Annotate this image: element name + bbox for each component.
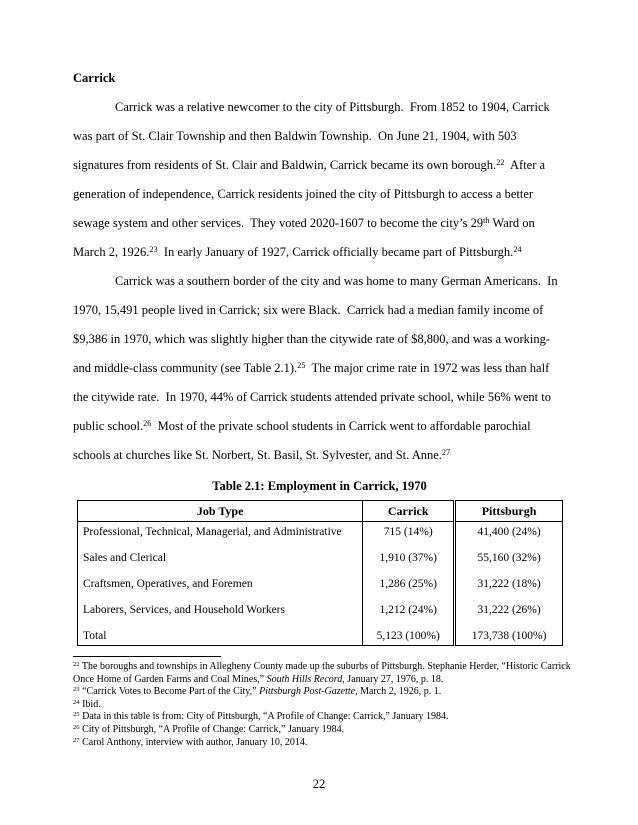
text-segment: , March 2, 1926, p. 1. bbox=[355, 686, 442, 698]
text-segment: Most of the private school students in Carrick went to affordable parochial schools at churches like St. Norbert, St. Basil, St. Sylvester, and St. Anne. bbox=[73, 419, 534, 462]
superscript-marker: 27 bbox=[441, 448, 451, 458]
page-number: 22 bbox=[312, 777, 326, 791]
superscript-marker: 23 bbox=[149, 245, 158, 255]
superscript-marker: th bbox=[483, 216, 490, 226]
text-segment: , January 27, 1976, p. 18. bbox=[342, 673, 444, 685]
table-row bbox=[78, 626, 563, 646]
table-cell: Sales and Clerical bbox=[78, 548, 363, 574]
superscript-marker: 26 bbox=[73, 724, 80, 731]
footnote-25 bbox=[73, 711, 571, 724]
table-cell: 173,738 (100%) bbox=[471, 629, 547, 642]
column-header-job-type: Job Type bbox=[78, 501, 363, 522]
table-cell: Craftsmen, Operatives, and Foremen bbox=[78, 574, 363, 600]
employment-table bbox=[77, 500, 563, 646]
text-segment: In early January of 1927, Carrick officially became part of Pittsburgh. bbox=[157, 245, 514, 259]
text-segment: “Carrick Votes to Become Part of the City,” bbox=[79, 686, 260, 698]
table-cell: 41,400 (24%) bbox=[477, 526, 541, 538]
table-cell: 1,286 (25%) bbox=[363, 574, 455, 600]
text-segment: The boroughs and townships in Allegheny County made up the suburbs of Pittsburgh. Stephanie Herder, “Historic Carrick Once Home of Garden Farms and Coal Mines,” bbox=[73, 661, 574, 685]
superscript-marker: 22 bbox=[73, 661, 80, 669]
text-segment: Carrick was a southern border of the city and was home to many German Americans. In 1970, 15,491 people lived in Carrick; six were Black. Carrick had a median family income of $9,386 in 1970, which was slightly higher than the citywide rate of $8,800, and was a working- and middle-class community (see Table 2.1). bbox=[73, 274, 561, 375]
table-cell: 31,222 (18%) bbox=[477, 577, 541, 590]
superscript-marker: 24 bbox=[513, 245, 522, 255]
text-segment: Pittsburgh Post-Gazette bbox=[259, 686, 356, 698]
superscript-marker: 26 bbox=[143, 419, 152, 429]
footnote-27 bbox=[73, 737, 571, 750]
text-segment: After a generation of independence, Carrick residents joined the city of Pittsburgh to access a better sewage system and other services. They voted 2020-1607 to become the city’s 29 bbox=[73, 158, 549, 230]
superscript-marker: 22 bbox=[496, 158, 505, 168]
table-cell: 1,910 (37%) bbox=[363, 548, 455, 574]
text-segment: Ibid. bbox=[79, 698, 101, 710]
section-heading: Carrick bbox=[73, 71, 116, 85]
column-header-carrick: Carrick bbox=[363, 501, 455, 522]
table-cell: Total bbox=[78, 626, 363, 646]
superscript-marker: 25 bbox=[297, 361, 306, 371]
column-header-pittsburgh: Pittsburgh bbox=[455, 501, 563, 522]
footnote-24 bbox=[73, 699, 571, 712]
text-segment: South Hills Record bbox=[266, 673, 343, 685]
superscript-marker: 27 bbox=[73, 736, 80, 744]
table-row bbox=[78, 522, 563, 548]
employment-table-body bbox=[78, 522, 563, 646]
table-row bbox=[78, 574, 563, 600]
footnote-separator bbox=[73, 656, 221, 657]
text-segment: City of Pittsburgh, “A Profile of Change: Carrick,” January 1984. bbox=[79, 723, 345, 735]
paragraph-2 bbox=[73, 267, 566, 470]
table-cell: 55,160 (32%) bbox=[477, 551, 541, 564]
superscript-marker: 24 bbox=[73, 698, 80, 706]
table-caption: Table 2.1: Employment in Carrick, 1970 bbox=[212, 479, 427, 493]
table-cell: 31,222 (26%) bbox=[477, 603, 541, 616]
text-segment: Ward on March 2, 1926. bbox=[73, 216, 538, 259]
footnote-23 bbox=[73, 686, 571, 699]
superscript-marker: 25 bbox=[73, 711, 80, 719]
table-cell: 5,123 (100%) bbox=[363, 626, 455, 646]
table-cell: Laborers, Services, and Household Workers bbox=[78, 600, 363, 626]
text-segment: Carrick was a relative newcomer to the city of Pittsburgh. From 1852 to 1904, Carrick was part of St. Clair Township and then Baldwin Township. On June 21, 1904, with 503 signatures from residents of St. Clair and Baldwin, Carrick became its own borough. bbox=[73, 100, 553, 172]
table-row bbox=[78, 548, 563, 574]
footnote-26 bbox=[73, 724, 571, 737]
table-cell: Professional, Technical, Managerial, and Administrative bbox=[78, 522, 363, 548]
text-segment: Data in this table is from: City of Pittsburgh, “A Profile of Change: Carrick,” January 1984. bbox=[79, 711, 449, 723]
footnotes-block bbox=[73, 661, 574, 749]
text-segment: Carol Anthony, interview with author, January 10, 2014. bbox=[79, 736, 308, 748]
superscript-marker: 23 bbox=[73, 686, 80, 694]
paragraph-1 bbox=[73, 93, 566, 267]
footnote-22 bbox=[73, 661, 574, 686]
table-cell: 1,212 (24%) bbox=[363, 600, 455, 626]
table-cell: 715 (14%) bbox=[363, 522, 455, 548]
table-header-row bbox=[78, 501, 563, 522]
text-segment: The major crime rate in 1972 was less than half the citywide rate. In 1970, 44% of Carrick students attended private school, while 56% went to public school. bbox=[73, 361, 555, 433]
table-row bbox=[78, 600, 563, 626]
